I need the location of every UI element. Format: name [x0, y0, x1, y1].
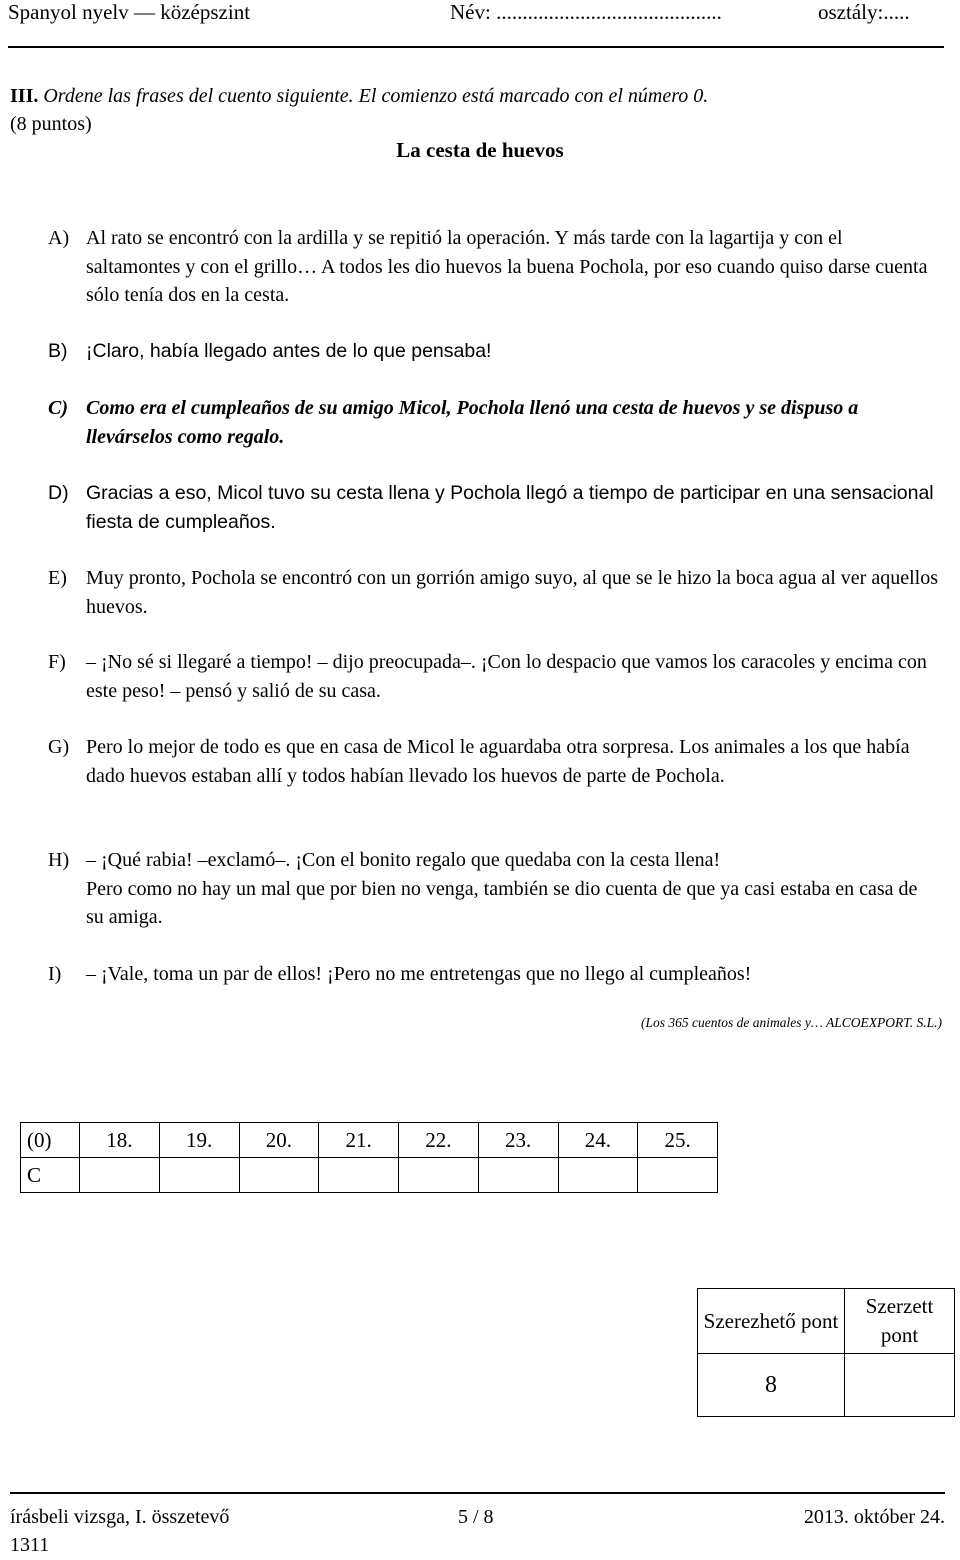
answer-header-cell: (0): [21, 1123, 80, 1158]
sentence-item-d: [48, 479, 938, 536]
story-title: La cesta de huevos: [396, 138, 564, 162]
answer-row: [21, 1158, 718, 1193]
item-text: Al rato se encontró con la ardilla y se repitió la operación. Y más tarde con la lagartija y con el saltamontes y con el grillo… A todos les dio huevos la buena Pochola, por eso cuando quiso darse cuenta sólo tenía dos en la cesta.: [86, 227, 928, 306]
header-rule: [8, 46, 944, 48]
answer-cell-given: C: [21, 1158, 80, 1193]
sentence-item-g: [48, 733, 938, 790]
item-letter: D): [48, 482, 69, 504]
item-text: ¡Claro, había llegado antes de lo que pensaba!: [86, 340, 492, 362]
footer-rule: [10, 1492, 945, 1494]
max-points-value: 8: [698, 1354, 845, 1417]
item-letter: B): [48, 340, 68, 362]
header-class-field: osztály:.....: [818, 0, 910, 24]
answer-cell-18[interactable]: [80, 1158, 160, 1193]
answer-header-row: [21, 1123, 718, 1158]
sentence-item-h: [48, 846, 938, 932]
answer-header-cell: 23.: [478, 1123, 558, 1158]
footer-page-number: 5 / 8: [458, 1506, 494, 1528]
sentence-item-b: [48, 337, 938, 366]
item-letter: A): [48, 227, 70, 249]
item-letter: H): [48, 849, 70, 871]
item-letter: I): [48, 963, 62, 985]
answer-cell-22[interactable]: [399, 1158, 479, 1193]
item-text-line2: Pero como no hay un mal que por bien no venga, también se dio cuenta de que ya casi estaba en casa de su amiga.: [86, 877, 918, 928]
answer-header-cell: 25.: [638, 1123, 718, 1158]
item-text: Gracias a eso, Micol tuvo su cesta llena y Pochola llegó a tiempo de participar en una sensacional fiesta de cumpleaños.: [86, 482, 934, 533]
answer-cell-21[interactable]: [319, 1158, 399, 1193]
sentence-item-c: [48, 394, 938, 451]
sentence-item-f: [48, 648, 938, 705]
item-letter: G): [48, 736, 70, 758]
task-points: (8 puntos): [10, 113, 92, 135]
item-text-line1: – ¡Qué rabia! –exclamó–. ¡Con el bonito regalo que quedaba con la cesta llena!: [86, 849, 721, 871]
sentence-item-e: [48, 564, 938, 621]
score-table: [697, 1288, 955, 1417]
score-value-row: [698, 1354, 955, 1417]
earned-points-value[interactable]: [845, 1354, 955, 1417]
answer-cell-19[interactable]: [159, 1158, 239, 1193]
answer-header-cell: 20.: [239, 1123, 319, 1158]
item-text: Como era el cumpleaños de su amigo Micol, Pochola llenó una cesta de huevos y se dispuso a llevárselos como regalo.: [86, 397, 859, 448]
footer-date: 2013. október 24.: [803, 1506, 945, 1528]
answer-header-cell: 22.: [399, 1123, 479, 1158]
page-header: [8, 0, 944, 48]
earned-points-header: Szerzett pont: [845, 1289, 955, 1354]
answer-table: [20, 1122, 718, 1193]
task-instruction: [10, 82, 940, 138]
max-points-header: Szerezhető pont: [698, 1289, 845, 1354]
answer-cell-23[interactable]: [478, 1158, 558, 1193]
source-citation: (Los 365 cuentos de animales y… ALCOEXPORT. S.L.): [641, 1015, 942, 1030]
item-letter: C): [48, 397, 68, 419]
answer-header-cell: 19.: [159, 1123, 239, 1158]
sentence-item-a: [48, 224, 938, 310]
item-letter: E): [48, 567, 67, 589]
task-zero: 0.: [693, 85, 709, 107]
item-text: – ¡Vale, toma un par de ellos! ¡Pero no me entretengas que no llego al cumpleaños!: [86, 963, 752, 985]
task-number: III.: [10, 85, 39, 107]
answer-header-cell: 21.: [319, 1123, 399, 1158]
header-name-field: Név: ...........................................: [450, 0, 722, 24]
task-instruction-text: Ordene las frases del cuento siguiente. El comienzo está marcado con el número: [43, 85, 689, 107]
answer-cell-24[interactable]: [558, 1158, 638, 1193]
item-text: Pero lo mejor de todo es que en casa de Micol le aguardaba otra sorpresa. Los animales a los que había dado huevos estaban allí y todos habían llevado los huevos de parte de Pochola.: [86, 736, 910, 787]
answer-header-cell: 18.: [80, 1123, 160, 1158]
answer-cell-20[interactable]: [239, 1158, 319, 1193]
item-text: Muy pronto, Pochola se encontró con un gorrión amigo suyo, al que se le hizo la boca agua al ver aquellos huevos.: [86, 567, 938, 618]
item-text: – ¡No sé si llegaré a tiempo! – dijo preocupada–. ¡Con lo despacio que vamos los caracoles y encima con este peso! – pensó y salió de su casa.: [86, 651, 927, 702]
sentence-item-i: [48, 960, 938, 989]
score-header-row: [698, 1289, 955, 1354]
answer-cell-25[interactable]: [638, 1158, 718, 1193]
footer-exam-part: írásbeli vizsga, I. összetevő: [10, 1506, 230, 1528]
footer-code: 1311: [10, 1534, 50, 1556]
answer-header-cell: 24.: [558, 1123, 638, 1158]
item-letter: F): [48, 651, 66, 673]
header-subject: Spanyol nyelv — középszint: [8, 0, 251, 24]
